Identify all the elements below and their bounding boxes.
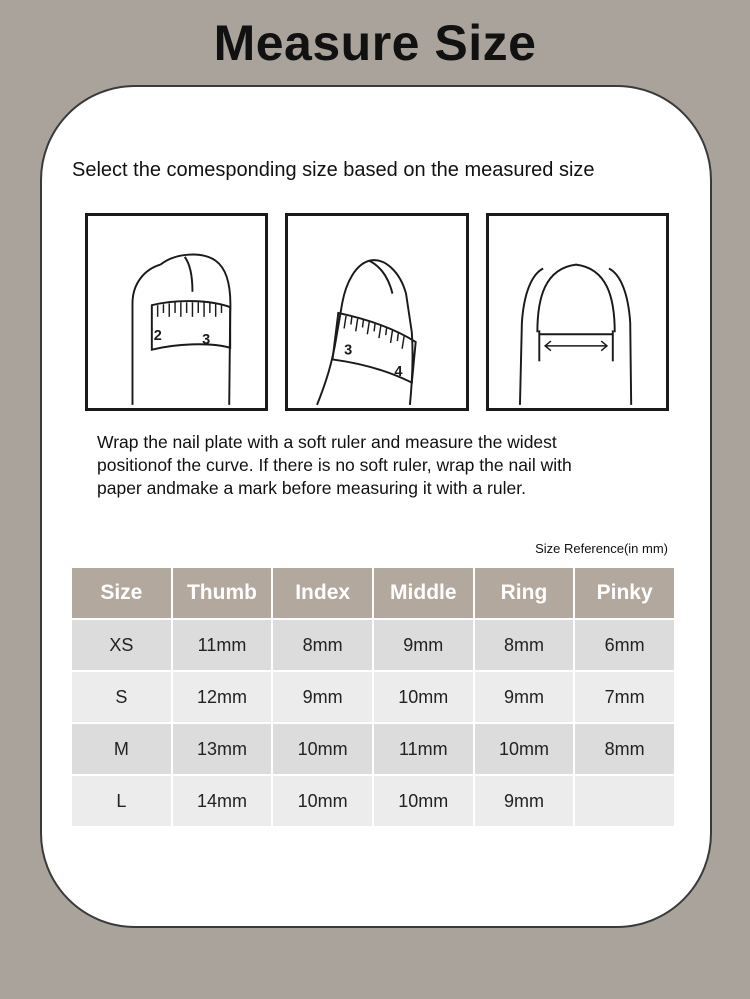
instruction-line-2: positionof the curve. If there is no soft ruler, wrap the nail with [97, 455, 572, 475]
table-cell: 7mm [575, 672, 674, 722]
table-header-row [72, 568, 674, 618]
table-cell: 10mm [374, 776, 473, 826]
measurement-instructions [97, 431, 687, 500]
table-cell: 8mm [475, 620, 574, 670]
table-row [72, 620, 674, 670]
nail-width-arrow-icon [489, 216, 666, 408]
table-cell: 9mm [273, 672, 372, 722]
table-cell: M [72, 724, 171, 774]
header-thumb: Thumb [173, 568, 272, 618]
table-cell: S [72, 672, 171, 722]
table-cell: XS [72, 620, 171, 670]
header-pinky: Pinky [575, 568, 674, 618]
size-reference-caption: Size Reference(in mm) [535, 541, 668, 556]
table-cell: L [72, 776, 171, 826]
table-cell: 8mm [273, 620, 372, 670]
ruler-mark-1: 2 [153, 328, 162, 345]
illustration-ruler-wrap-front [85, 213, 268, 411]
table-cell: 8mm [575, 724, 674, 774]
table-cell: 9mm [475, 776, 574, 826]
table-cell: 10mm [273, 776, 372, 826]
instruction-line-1: Wrap the nail plate with a soft ruler and measure the widest [97, 432, 557, 452]
finger-ruler-angle-icon [288, 216, 466, 408]
table-cell: 6mm [575, 620, 674, 670]
table-row [72, 724, 674, 774]
page-title: Measure Size [213, 15, 537, 71]
ruler-mark-1: 3 [344, 342, 353, 359]
header-size: Size [72, 568, 171, 618]
header-ring: Ring [475, 568, 574, 618]
ruler-mark-2: 3 [202, 331, 211, 348]
illustration-nail-width [486, 213, 669, 411]
ruler-mark-2: 4 [394, 363, 403, 380]
table-cell: 10mm [374, 672, 473, 722]
table-cell: 9mm [475, 672, 574, 722]
table-row [72, 672, 674, 722]
finger-ruler-front-icon [88, 216, 265, 408]
table-cell: 14mm [173, 776, 272, 826]
size-table [70, 566, 676, 828]
table-cell: 12mm [173, 672, 272, 722]
table-cell: 9mm [374, 620, 473, 670]
table-cell [575, 776, 674, 826]
header-middle: Middle [374, 568, 473, 618]
table-cell: 10mm [475, 724, 574, 774]
table-cell: 10mm [273, 724, 372, 774]
instruction-line-3: paper andmake a mark before measuring it with a ruler. [97, 478, 526, 498]
table-cell: 11mm [374, 724, 473, 774]
subtitle: Select the comesponding size based on the measured size [72, 159, 595, 181]
header-index: Index [273, 568, 372, 618]
illustration-ruler-wrap-angle [285, 213, 469, 411]
table-cell: 13mm [173, 724, 272, 774]
table-row [72, 776, 674, 826]
table-cell: 11mm [173, 620, 272, 670]
